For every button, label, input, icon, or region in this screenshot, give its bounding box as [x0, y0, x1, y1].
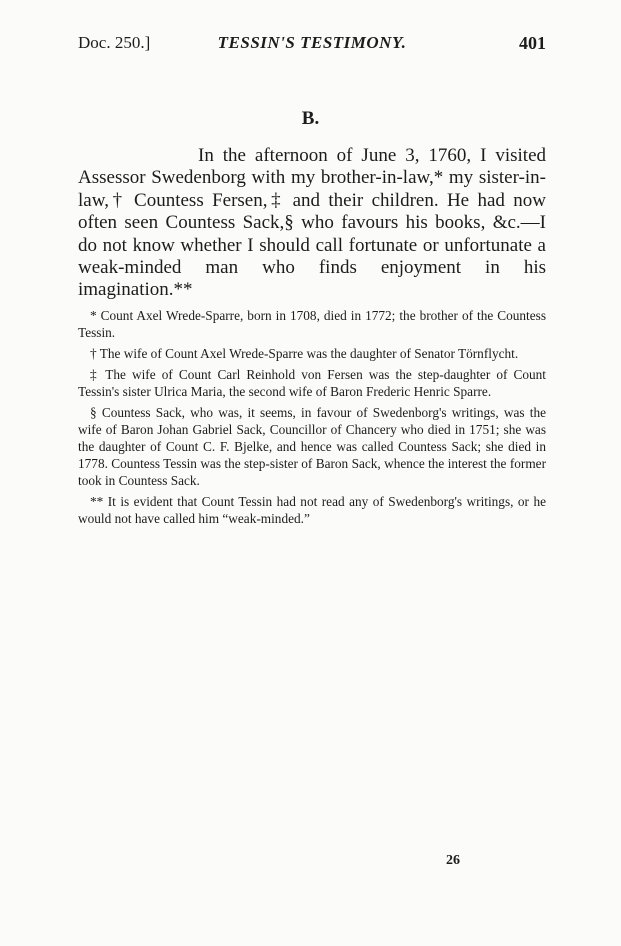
running-header — [78, 33, 546, 57]
footnote-4: § Countess Sack, who was, it seems, in favour of Swedenborg's writings, was the wife of Baron Johan Gabriel Sack, Councillor of Chancery who died in 1751; she was the daughter of Count C. F. Bjelke, and hence was called Countess Sack; she died in 1778. Countess Tessin was the step-sister of Baron Sack, whence the interest the former took in Countess Sack. — [78, 405, 546, 488]
footnotes — [78, 307, 546, 531]
document-reference: Doc. 250.] — [78, 33, 151, 52]
signature-mark: 26 — [446, 853, 460, 868]
main-paragraph — [78, 145, 546, 302]
footnote-2: † The wife of Count Axel Wrede-Sparre was the daughter of Senator Törnflycht. — [90, 346, 519, 361]
page-number: 401 — [519, 33, 546, 53]
footnote-5: ** It is evident that Count Tessin had not read any of Swedenborg's writings, or he would not have called him “weak-minded.” — [78, 494, 546, 526]
running-title: TESSIN'S TESTIMONY. — [217, 33, 407, 52]
main-paragraph-text: In the afternoon of June 3, 1760, I visited Assessor Swedenborg with my brother-in-law,* my sister-in-law,† Countess Fersen,‡ and their children. He had now often seen Countess Sack,§ who favours his books, &c.—I do not know whether I should call fortunate or unfortunate a weak-minded man who finds enjoyment in his imagination.** — [78, 145, 546, 301]
footnote-1: * Count Axel Wrede-Sparre, born in 1708, died in 1772; the brother of the Countess Tessin. — [78, 308, 546, 340]
section-heading: B. — [301, 108, 320, 129]
footnote-3: ‡ The wife of Count Carl Reinhold von Fersen was the step-daughter of Count Tessin's sister Ulrica Maria, the second wife of Baron Frederic Henric Sparre. — [78, 367, 546, 399]
